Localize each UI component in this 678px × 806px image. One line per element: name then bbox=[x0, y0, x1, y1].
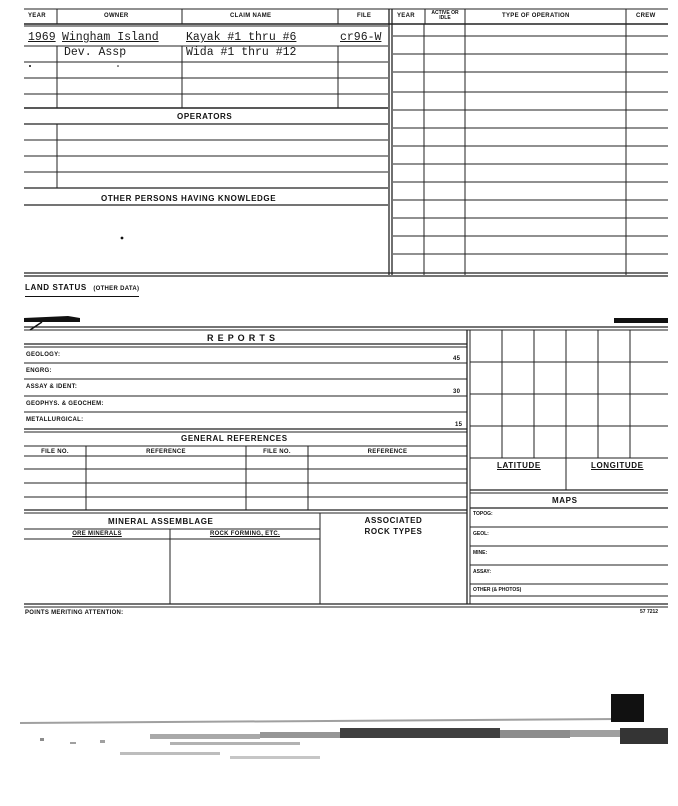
report-row-assay-num: 30 bbox=[453, 389, 461, 395]
gr-header-reference-1: REFERENCE bbox=[146, 449, 186, 455]
maps-row-geol: GEOL: bbox=[473, 531, 489, 537]
entry-file: cr96-W bbox=[340, 31, 382, 44]
latitude-label: LATITUDE bbox=[497, 461, 541, 470]
report-row-metallurgical: METALLURGICAL: bbox=[26, 417, 84, 423]
form-number: 57 7212 bbox=[640, 609, 659, 615]
report-row-engrg: ENGRG: bbox=[26, 368, 52, 374]
report-row-geology: GEOLOGY: bbox=[26, 352, 61, 358]
entry-claim-name-2: Wida #1 thru #12 bbox=[186, 46, 297, 59]
maps-row-mine: MINE: bbox=[473, 550, 488, 556]
maps-row-topog: TOPOG: bbox=[473, 511, 493, 517]
report-row-assay: ASSAY & IDENT: bbox=[26, 384, 78, 390]
land-status-subtitle: (OTHER DATA) bbox=[93, 286, 140, 292]
rock-types-label: ROCK TYPES bbox=[364, 527, 423, 536]
general-references-title: GENERAL REFERENCES bbox=[181, 434, 288, 443]
maps-title: MAPS bbox=[552, 496, 578, 505]
report-row-geophys: GEOPHYS. & GEOCHEM: bbox=[26, 401, 104, 407]
entry-claim-name: Kayak #1 thru #6 bbox=[186, 31, 297, 44]
header-op-year: YEAR bbox=[397, 13, 415, 19]
entry-owner: Wingham Island bbox=[62, 31, 159, 44]
header-claim-name: CLAIM NAME bbox=[230, 13, 272, 19]
report-row-metallurgical-num: 15 bbox=[455, 422, 463, 428]
header-active-idle: ACTIVE OR IDLE bbox=[431, 10, 459, 21]
ore-minerals-header: ORE MINERALS bbox=[72, 531, 122, 537]
maps-row-other: OTHER (& PHOTOS) bbox=[473, 587, 522, 593]
land-status-title: LAND STATUS bbox=[25, 283, 87, 292]
rock-forming-header: ROCK FORMING, ETC. bbox=[209, 531, 281, 537]
entry-year: 1969 bbox=[28, 31, 56, 44]
header-year: YEAR bbox=[28, 13, 46, 19]
header-crew: CREW bbox=[636, 13, 656, 19]
gr-header-reference-2: REFERENCE bbox=[367, 449, 408, 455]
gr-header-file-no-2: FILE NO. bbox=[263, 449, 291, 455]
header-type-of-operation: TYPE OF OPERATION bbox=[502, 13, 570, 19]
reports-title: R E P O R T S bbox=[207, 333, 276, 343]
header-owner: OWNER bbox=[104, 13, 129, 19]
entry-owner-2: Dev. Assp bbox=[64, 46, 127, 59]
other-persons-title: OTHER PERSONS HAVING KNOWLEDGE bbox=[101, 194, 277, 203]
gr-header-file-no-1: FILE NO. bbox=[41, 449, 69, 455]
operators-title: OPERATORS bbox=[177, 112, 233, 121]
points-meriting-attention: POINTS MERITING ATTENTION: bbox=[25, 610, 124, 616]
longitude-label: LONGITUDE bbox=[591, 461, 644, 470]
report-row-geology-num: 45 bbox=[453, 356, 461, 362]
mineral-assemblage-title: MINERAL ASSEMBLAGE bbox=[108, 517, 214, 526]
maps-row-assay: ASSAY: bbox=[473, 569, 492, 575]
header-file: FILE bbox=[357, 13, 372, 19]
associated-label: ASSOCIATED bbox=[364, 516, 423, 525]
